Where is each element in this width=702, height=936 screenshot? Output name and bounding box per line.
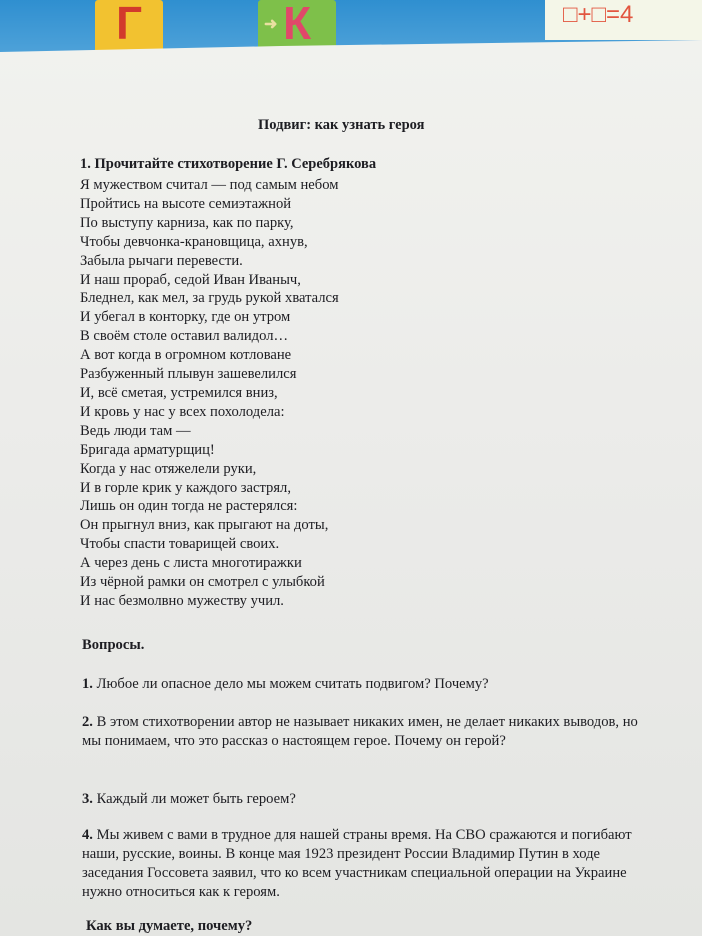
poem-line: И, всё сметая, устремился вниз, — [80, 384, 278, 401]
task-heading: 1. Прочитайте стихотворение Г. Серебрякова — [80, 156, 377, 172]
poem-line: Ведь люди там — — [80, 422, 191, 439]
letter-k: К — [282, 0, 312, 49]
page-title: Подвиг: как узнать героя — [258, 117, 425, 133]
poem-line: И убегал в конторку, где он утром — [80, 309, 291, 326]
question-number: 1. — [82, 676, 93, 692]
poem-line: И кровь у нас у всех похолодела: — [80, 403, 285, 420]
poem-line: По выступу карниза, как по парку, — [80, 214, 294, 231]
poem-line: Лишь он один тогда не растерялся: — [80, 498, 298, 515]
poem-line: Бригада арматурщиц! — [80, 441, 215, 458]
question-text: В этом стихотворении автор не называет никаких имен, не делает никаких выводов, но мы понимаем, что это рассказ о настоящем герое. Почему он герой? — [82, 714, 638, 749]
question-number: 2. — [82, 714, 93, 730]
question-text: Мы живем с вами в трудное для нашей страны время. На СВО сражаются и погибают наши, русские, воины. В конце мая 1923 президент России Владимир Путин в ходе заседания Госсовета заявил, что ко всем участникам специальной операции на Украине нужно относиться как к героям. — [82, 827, 632, 900]
poem-line: Разбуженный плывун зашевелился — [80, 366, 297, 383]
poem-line: Он прыгнул вниз, как прыгают на доты, — [80, 517, 329, 534]
poem-line: И нас безмолвно мужеству учил. — [80, 592, 284, 609]
question-4-prompt: Как вы думаете, почему? — [86, 918, 253, 934]
poem-line: А вот когда в огромном котловане — [80, 347, 292, 364]
letter-g: Г — [115, 0, 143, 49]
poem-line: Я мужеством считал — под самым небом — [80, 177, 339, 193]
question-1 — [82, 675, 652, 694]
poem-line: И наш прораб, седой Иван Иваныч, — [80, 271, 301, 288]
poem-line: Чтобы спасти товарищей своих. — [80, 536, 280, 553]
question-2 — [82, 713, 652, 751]
poem-line: А через день с листа многотиражки — [80, 555, 302, 572]
poem-line: Забыла рычаги перевести. — [80, 252, 243, 269]
arrow-icon: ➜ — [264, 16, 278, 33]
questions-heading: Вопросы. — [82, 637, 145, 653]
poem-line: Когда у нас отяжелели руки, — [80, 460, 257, 477]
poem-line: И в горле крик у каждого застрял, — [80, 479, 291, 496]
poem-line: Пройтись на высоте семиэтажной — [80, 195, 292, 212]
poem — [80, 176, 339, 611]
poem-line: Из чёрной рамки он смотрел с улыбкой — [80, 574, 325, 591]
math-formula: □+□=4 — [563, 1, 634, 28]
question-3 — [82, 790, 652, 809]
question-text: Любое ли опасное дело мы можем считать подвигом? Почему? — [92, 676, 489, 692]
poem-line: Чтобы девчонка-крановщица, ахнув, — [80, 233, 308, 250]
poem-line: В своём столе оставил валидол… — [80, 328, 289, 345]
question-text: Каждый ли может быть героем? — [92, 791, 296, 807]
question-number: 3. — [82, 791, 93, 807]
question-number: 4. — [82, 827, 93, 843]
poem-line: Бледнел, как мел, за грудь рукой хватался — [80, 290, 339, 307]
question-4 — [82, 826, 652, 902]
